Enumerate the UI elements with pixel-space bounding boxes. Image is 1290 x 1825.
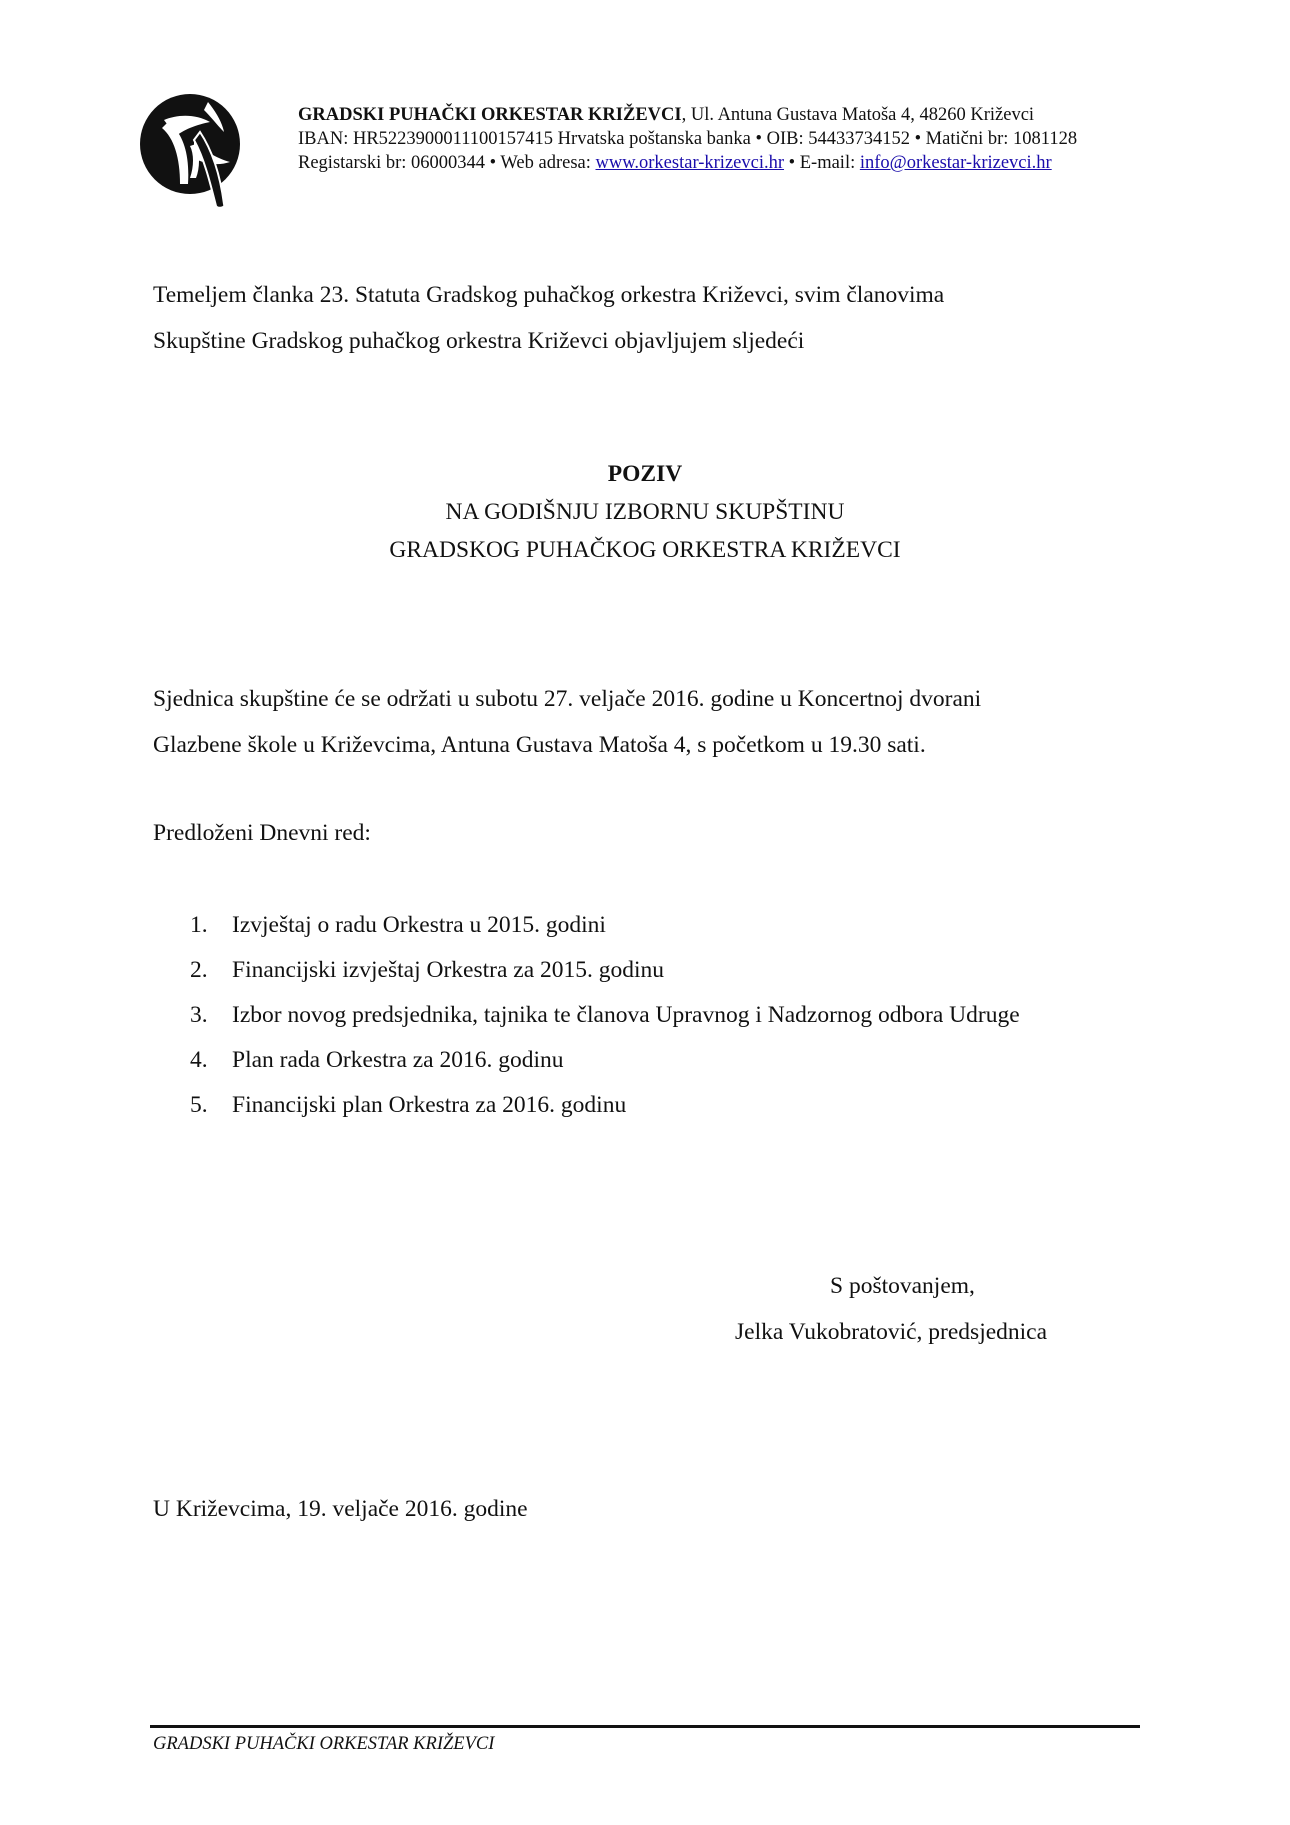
title-line-2: NA GODIŠNJU IZBORNU SKUPŠTINU <box>445 499 845 525</box>
registration-text: Registarski br: 06000344 • Web adresa: <box>298 153 596 173</box>
email-label: • E-mail: <box>784 153 860 173</box>
title-main: POZIV <box>607 461 683 487</box>
body-line-1: Sjednica skupštine će se održati u subotu 27. veljače 2016. godine u Koncertnoj dvorani <box>153 686 982 712</box>
agenda-item <box>190 1083 1020 1128</box>
intro-paragraph <box>153 272 1153 364</box>
agenda-item <box>190 948 1020 993</box>
closing-greeting: S poštovanjem, <box>830 1273 975 1299</box>
email-link[interactable]: info@orkestar-krizevci.hr <box>859 153 1052 173</box>
signature-name: Jelka Vukobratović, predsjednica <box>735 1319 1048 1345</box>
closing-block <box>735 1263 1135 1355</box>
agenda-item <box>190 1038 1020 1083</box>
footer-divider <box>150 1725 1140 1728</box>
intro-line-2: Skupštine Gradskog puhačkog orkestra Križevci objavljujem sljedeći <box>153 328 805 354</box>
agenda-item-text: Plan rada Orkestra za 2016. godinu <box>232 1047 564 1073</box>
agenda-label: Predloženi Dnevni red: <box>153 820 371 846</box>
place-and-date: U Križevcima, 19. veljače 2016. godine <box>153 1496 528 1522</box>
agenda-item-text: Izbor novog predsjednika, tajnika te članova Upravnog i Nadzornog odbora Udruge <box>232 1002 1020 1028</box>
organization-address: , Ul. Antuna Gustava Matoša 4, 48260 Križevci <box>681 105 1035 125</box>
letterhead-line-1 <box>298 103 1198 127</box>
document-title <box>0 455 1290 569</box>
orchestra-logo <box>138 92 250 210</box>
footer-organization-name: GRADSKI PUHAČKI ORKESTAR KRIŽEVCI <box>153 1734 495 1754</box>
agenda-item-text: Financijski izvještaj Orkestra za 2015. godinu <box>232 957 665 983</box>
title-line-3: GRADSKOG PUHAČKOG ORKESTRA KRIŽEVCI <box>389 537 901 563</box>
intro-line-1: Temeljem članka 23. Statuta Gradskog puhačkog orkestra Križevci, svim članovima <box>153 282 945 308</box>
agenda-list <box>190 903 1020 1128</box>
letterhead-bank-line: IBAN: HR5223900011100157415 Hrvatska poštanska banka • OIB: 54433734152 • Matični br: 1081128 <box>298 129 1078 149</box>
organization-name: GRADSKI PUHAČKI ORKESTAR KRIŽEVCI <box>298 105 682 125</box>
agenda-item-number: 3. <box>190 1002 208 1028</box>
agenda-item <box>190 903 1020 948</box>
agenda-item-text: Financijski plan Orkestra za 2016. godinu <box>232 1092 627 1118</box>
agenda-item-number: 1. <box>190 912 208 938</box>
agenda-item-number: 2. <box>190 957 208 983</box>
agenda-item <box>190 993 1020 1038</box>
agenda-item-number: 4. <box>190 1047 208 1073</box>
meeting-details-paragraph <box>153 676 1203 768</box>
agenda-item-text: Izvještaj o radu Orkestra u 2015. godini <box>232 912 606 938</box>
letterhead <box>298 103 1198 175</box>
agenda-item-number: 5. <box>190 1092 208 1118</box>
letterhead-line-3 <box>298 151 1198 175</box>
website-link[interactable]: www.orkestar-krizevci.hr <box>595 153 785 173</box>
body-line-2: Glazbene škole u Križevcima, Antuna Gustava Matoša 4, s početkom u 19.30 sati. <box>153 732 926 758</box>
